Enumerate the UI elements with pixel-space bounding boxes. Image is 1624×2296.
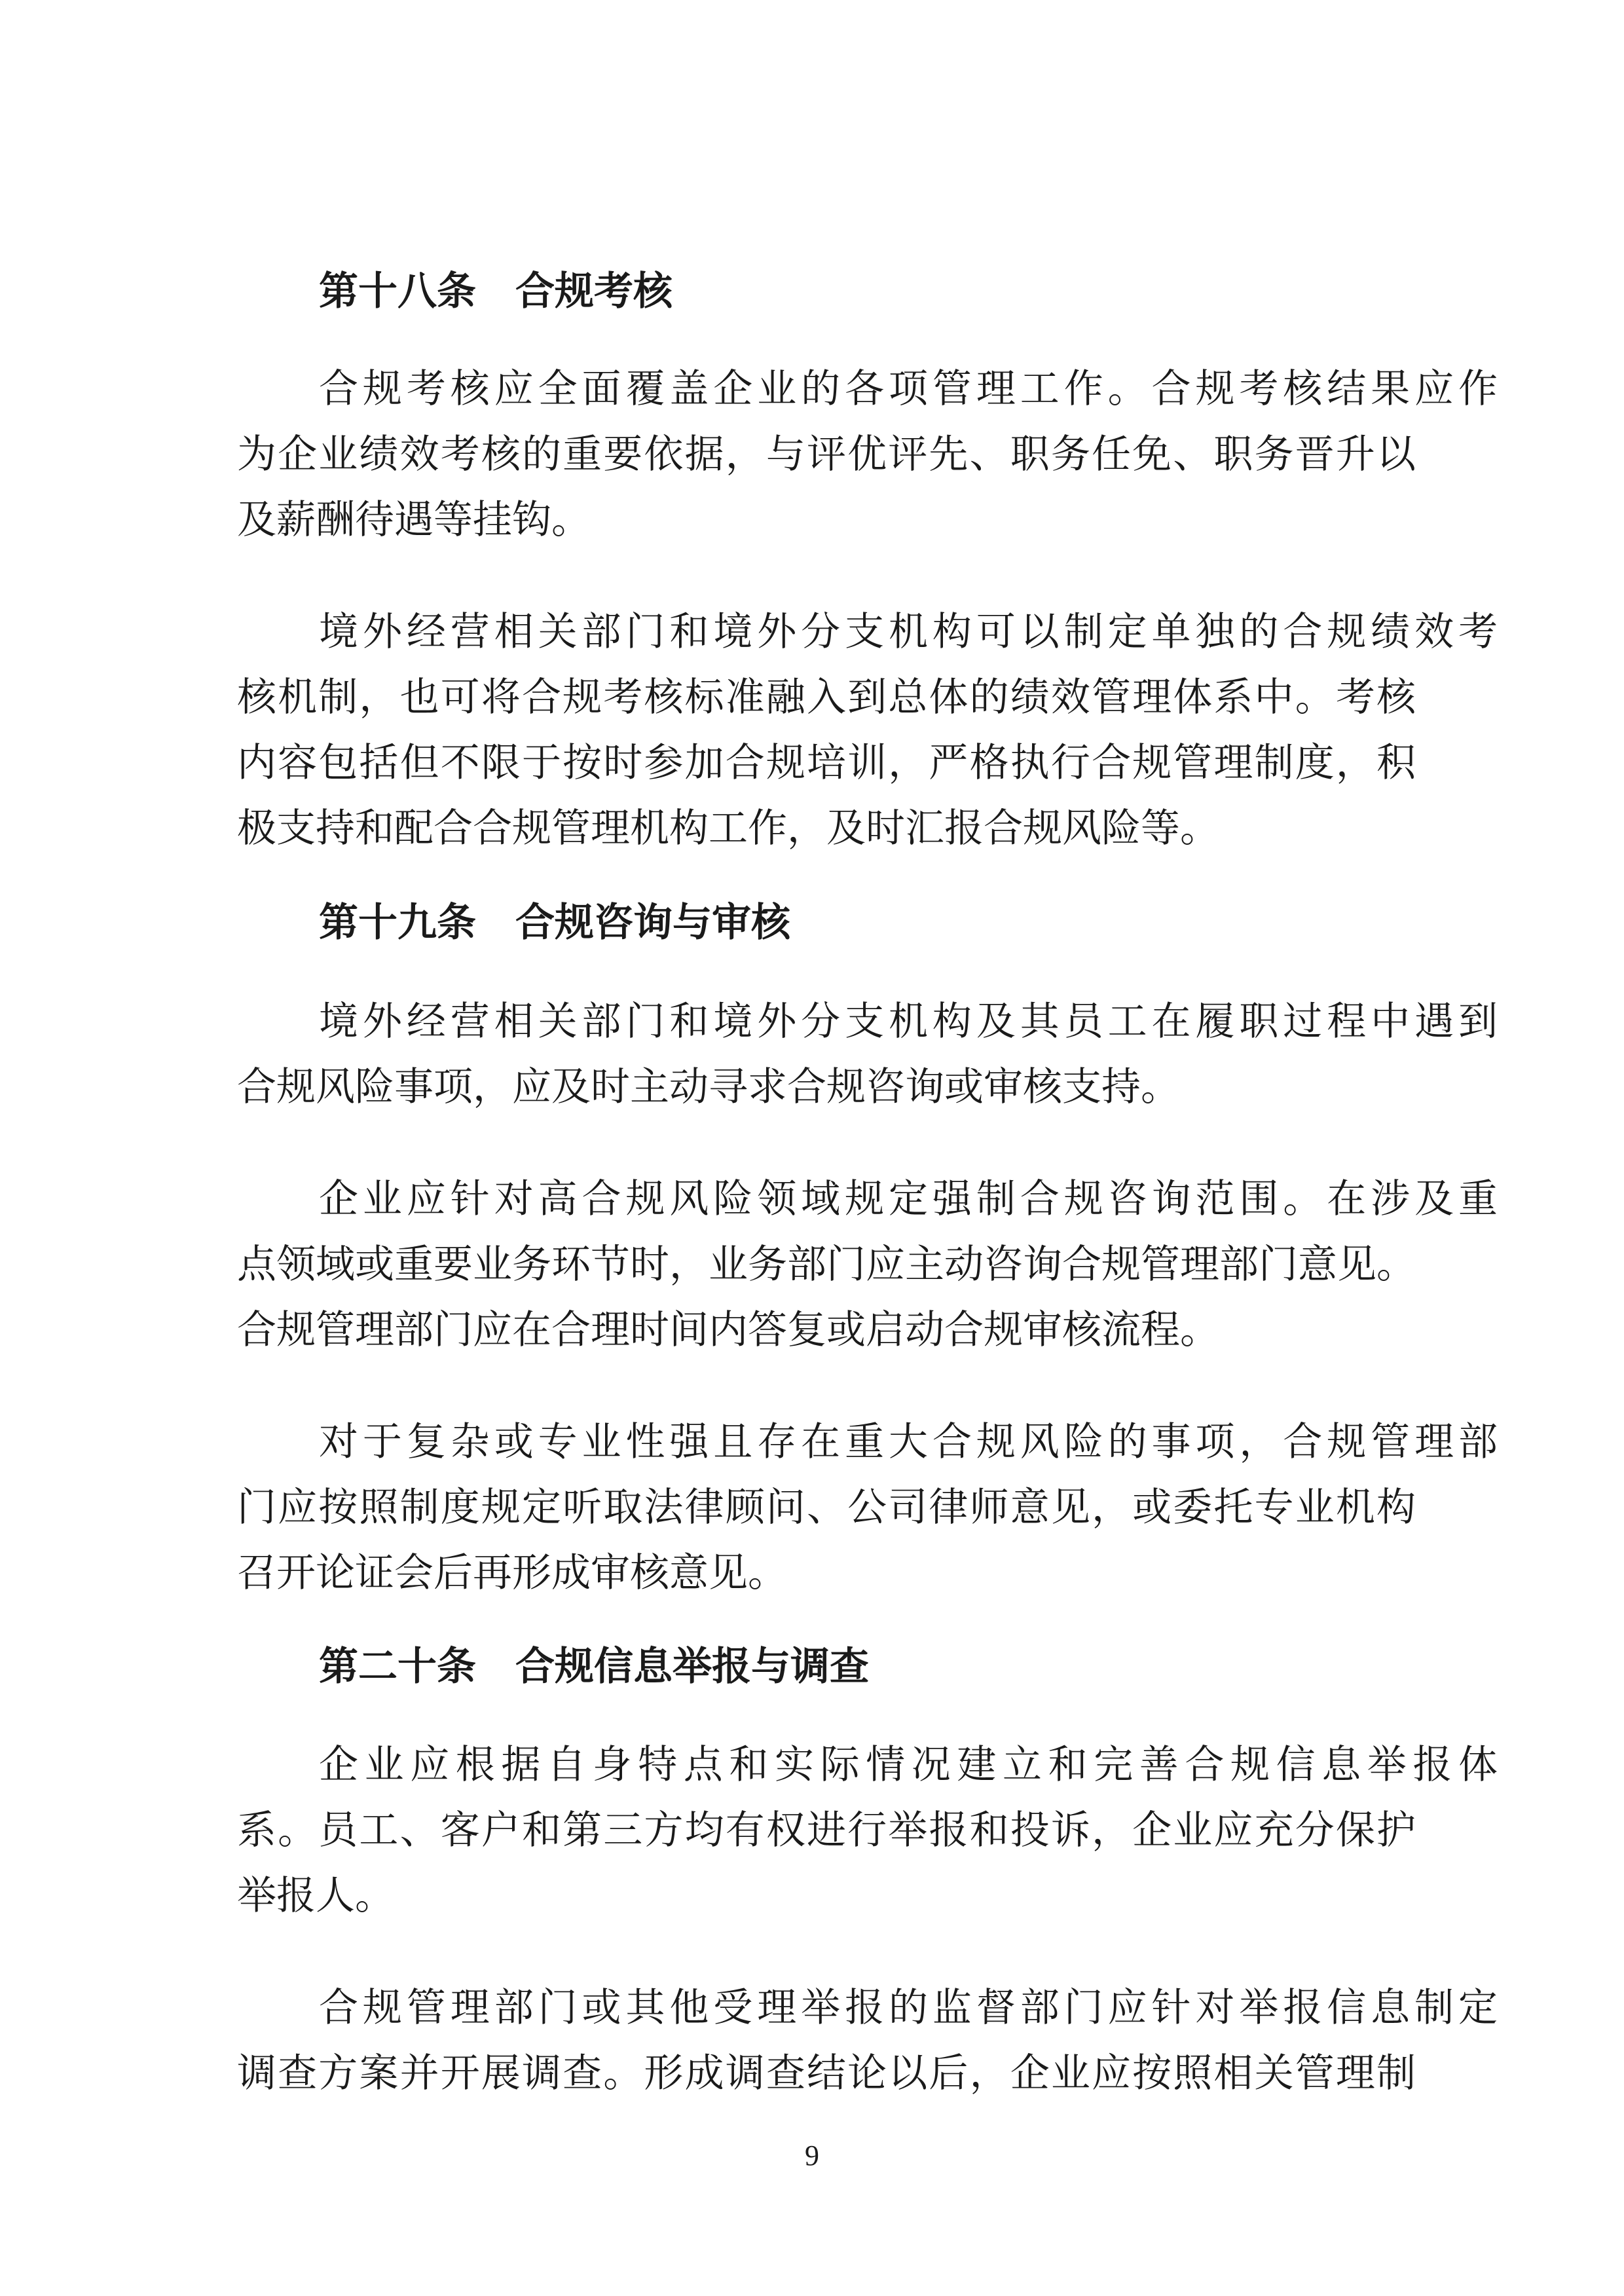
page-number: 9: [805, 2139, 819, 2172]
paragraph-line: 境外经营相关部门和境外分支机构可以制定单独的合规绩效考: [319, 609, 1498, 655]
article-20-number: 第二十条: [319, 1644, 476, 1690]
article-18-title: 合规考核: [515, 268, 673, 314]
article-18-number: 第十八条: [319, 268, 476, 314]
article-20-heading: [237, 1634, 1498, 1699]
paragraph-line: 点领域或重要业务环节时，业务部门应主动咨询合规管理部门意见。: [237, 1242, 1416, 1287]
article-19-heading: [237, 890, 1498, 955]
paragraph-line: 企业应针对高合规风险领域规定强制合规咨询范围。在涉及重: [319, 1176, 1498, 1222]
article-19-number: 第十九条: [319, 900, 476, 946]
paragraph-line: 召开论证会后再形成审核意见。: [237, 1550, 787, 1596]
paragraph-line: 合规风险事项，应及时主动寻求合规咨询或审核支持。: [237, 1064, 1180, 1110]
paragraph-line: 及薪酬待遇等挂钩。: [237, 497, 591, 543]
article-18-heading: [237, 259, 1498, 324]
article-19-title: 合规咨询与审核: [515, 900, 790, 946]
paragraph-line: 举报人。: [237, 1873, 394, 1919]
paragraph-line: 合规考核应全面覆盖企业的各项管理工作。合规考核结果应作: [319, 366, 1498, 412]
paragraph-line: 为企业绩效考核的重要依据，与评优评先、职务任免、职务晋升以: [237, 432, 1416, 477]
article-20-title: 合规信息举报与调查: [515, 1644, 869, 1690]
paragraph-line: 系。员工、客户和第三方均有权进行举报和投诉，企业应充分保护: [237, 1807, 1416, 1853]
paragraph-line: 境外经营相关部门和境外分支机构及其员工在履职过程中遇到: [319, 999, 1498, 1045]
paragraph-line: 极支持和配合合规管理机构工作，及时汇报合规风险等。: [237, 805, 1219, 851]
paragraph-line: 合规管理部门应在合理时间内答复或启动合规审核流程。: [237, 1307, 1219, 1353]
paragraph-line: 内容包括但不限于按时参加合规培训，严格执行合规管理制度，积: [237, 740, 1416, 786]
paragraph-line: 企业应根据自身特点和实际情况建立和完善合规信息举报体: [319, 1742, 1498, 1788]
paragraph-line: 对于复杂或专业性强且存在重大合规风险的事项，合规管理部: [319, 1419, 1498, 1465]
paragraph-line: 核机制，也可将合规考核标准融入到总体的绩效管理体系中。考核: [237, 675, 1416, 720]
paragraph-line: 门应按照制度规定听取法律顾问、公司律师意见，或委托专业机构: [237, 1485, 1416, 1530]
paragraph-line: 合规管理部门或其他受理举报的监督部门应针对举报信息制定: [319, 1985, 1498, 2031]
paragraph-line: 调查方案并开展调查。形成调查结论以后，企业应按照相关管理制: [237, 2050, 1416, 2096]
